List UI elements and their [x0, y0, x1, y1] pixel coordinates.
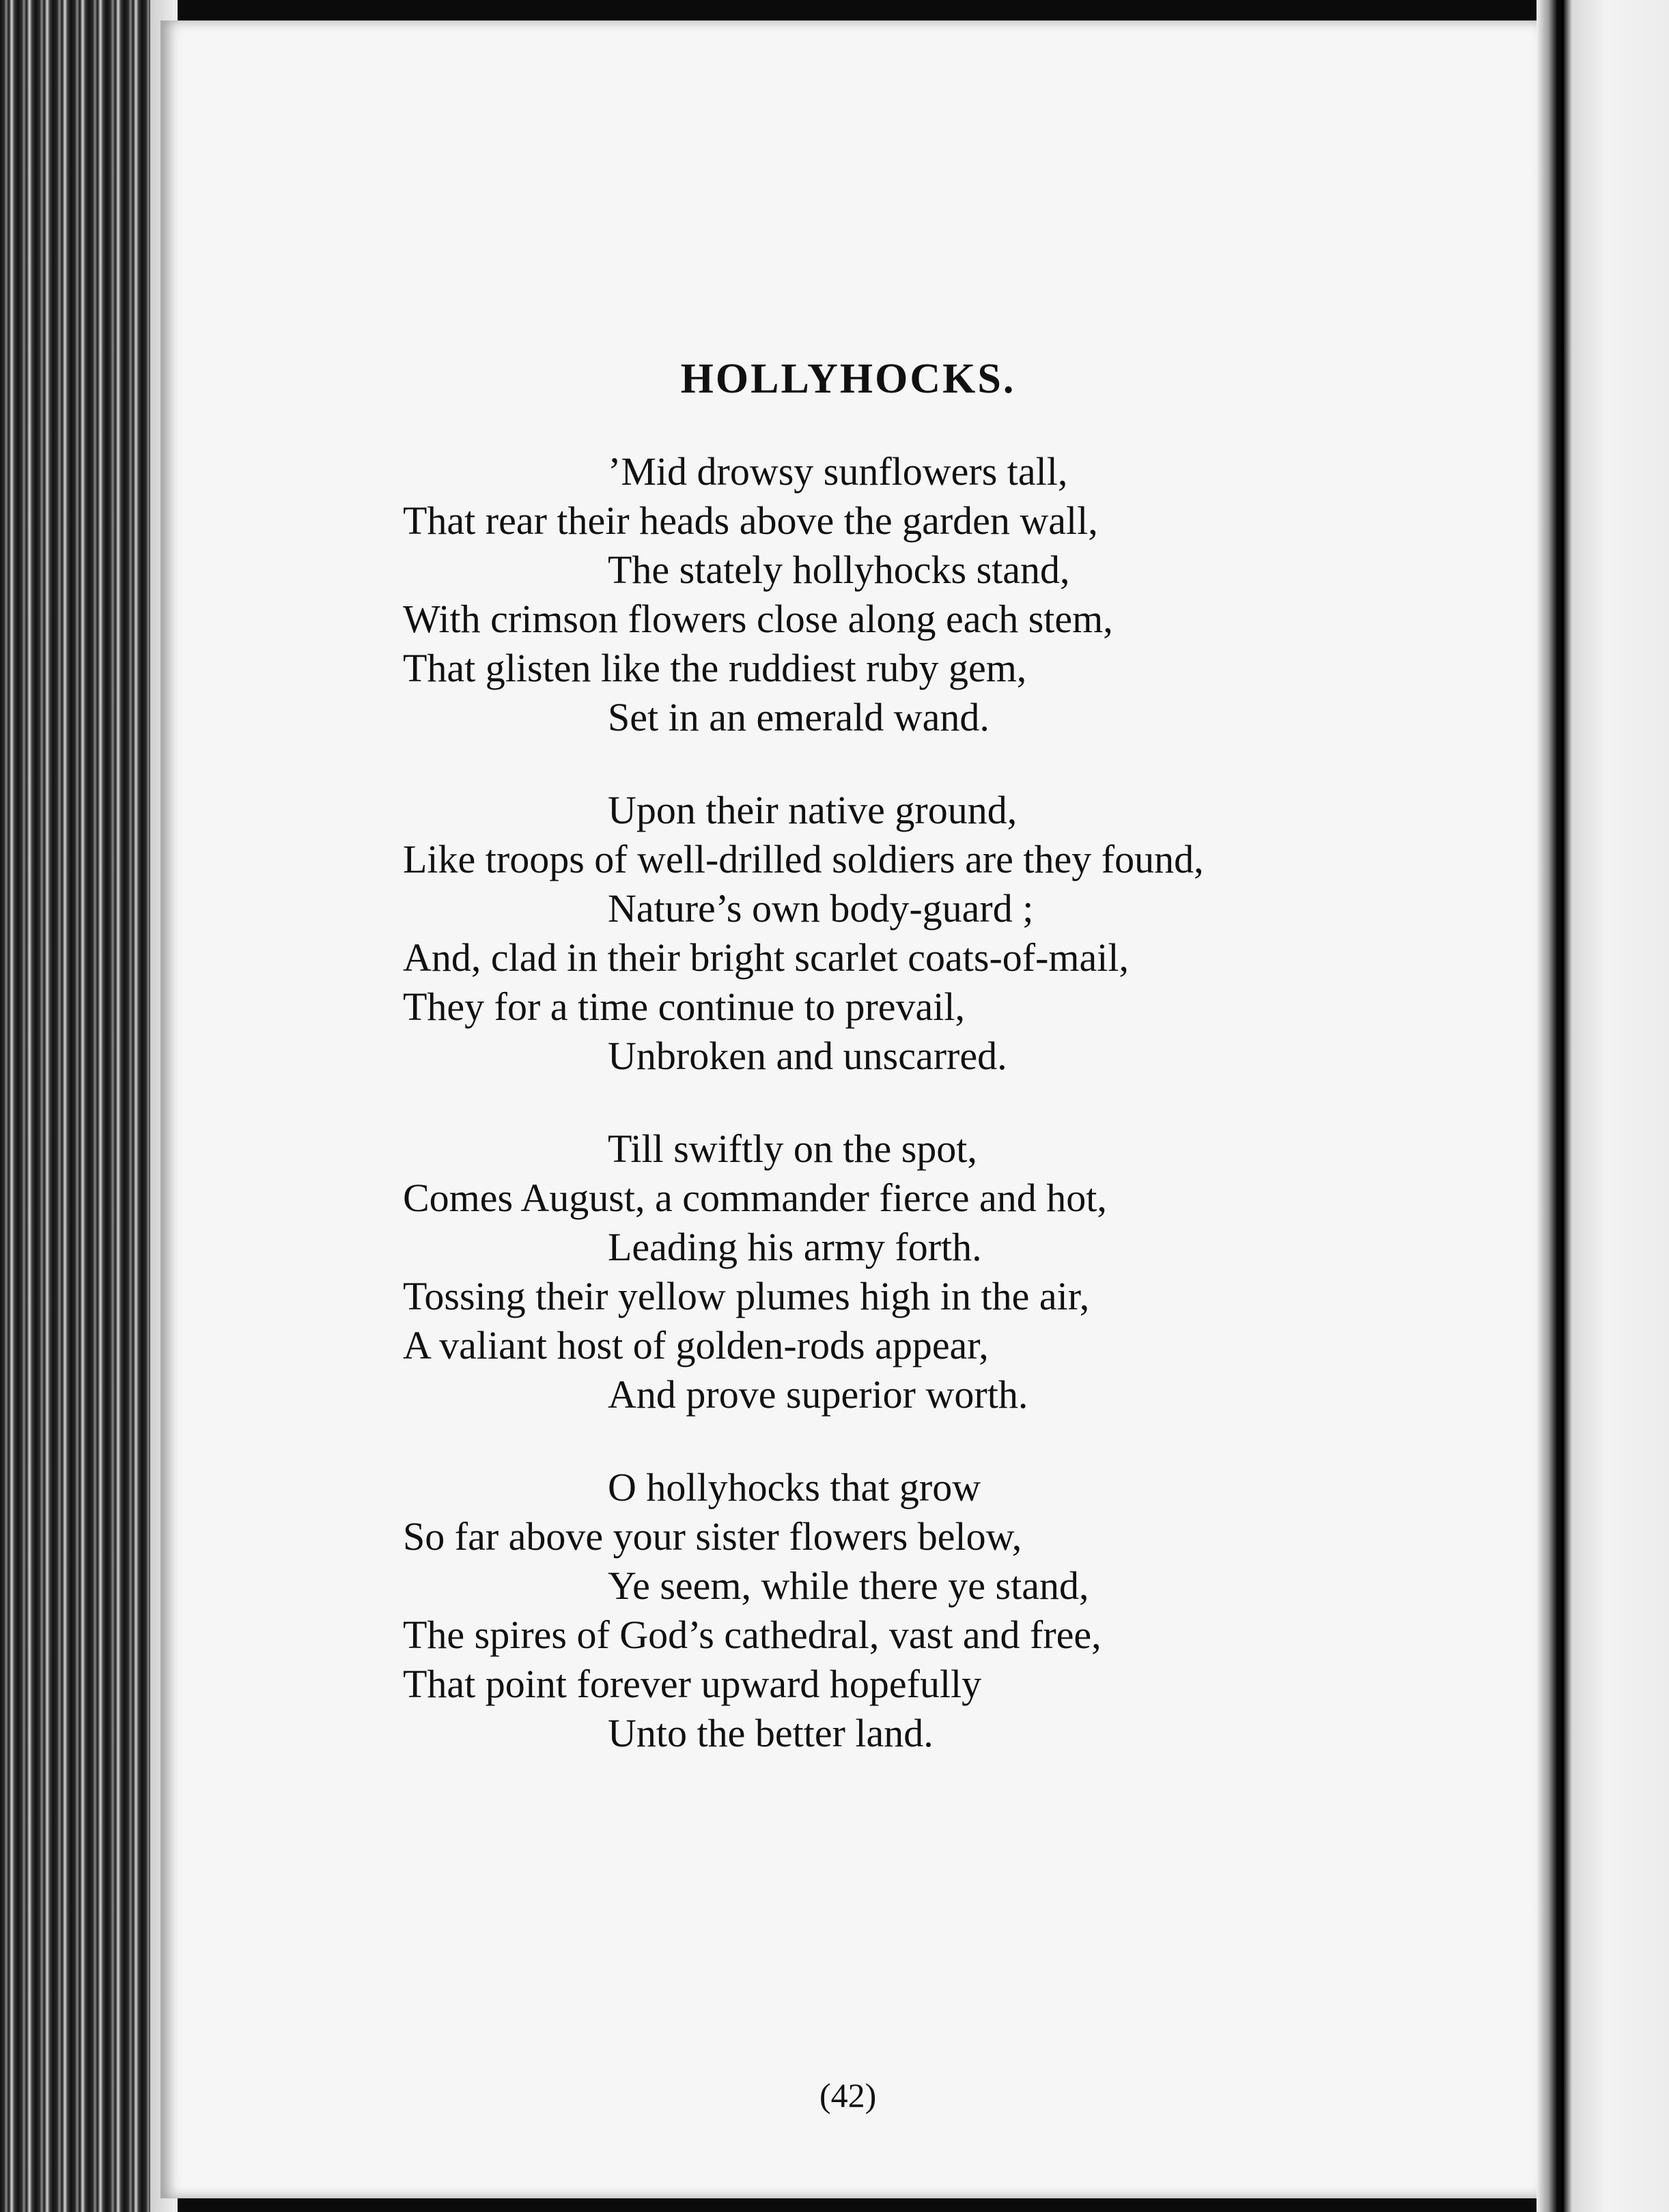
- poem-line: The stately hollyhocks stand,: [608, 548, 1070, 592]
- poem-line: They for a time continue to prevail,: [403, 984, 965, 1029]
- poem-line: ’Mid drowsy sunflowers tall,: [608, 449, 1068, 494]
- stanza: [403, 1463, 1359, 1758]
- poem-body: [403, 447, 1359, 1802]
- book-page-edges: [0, 0, 178, 2212]
- poem-line: Unbroken and unscarred.: [608, 1034, 1007, 1078]
- poem-line: A valiant host of golden-rods appear,: [403, 1323, 989, 1367]
- poem-line: And prove superior worth.: [608, 1372, 1028, 1417]
- poem-line: Unto the better land.: [608, 1711, 934, 1755]
- poem-line: That rear their heads above the garden wall,: [403, 498, 1098, 543]
- poem-line: Set in an emerald wand.: [608, 695, 990, 739]
- poem-line: Nature’s own body-guard ;: [608, 886, 1034, 931]
- poem-line: The spires of God’s cathedral, vast and free,: [403, 1613, 1102, 1657]
- poem-line: O hollyhocks that grow: [608, 1465, 981, 1509]
- poem-line: Upon their native ground,: [608, 788, 1018, 832]
- poem-line: Till swiftly on the spot,: [608, 1126, 977, 1171]
- poem-line: Tossing their yellow plumes high in the air,: [403, 1274, 1090, 1318]
- poem-line: That glisten like the ruddiest ruby gem,: [403, 646, 1027, 690]
- poem-line: Ye seem, while there ye stand,: [608, 1563, 1089, 1608]
- poem-line: So far above your sister flowers below,: [403, 1514, 1022, 1559]
- poem-line: With crimson flowers close along each stem,: [403, 597, 1113, 641]
- stanza: [403, 1124, 1359, 1419]
- poem-line: That point forever upward hopefully: [403, 1662, 982, 1706]
- poem-line: Like troops of well-drilled soldiers are they found,: [403, 837, 1204, 881]
- stanza: [403, 786, 1359, 1081]
- poem-line: Leading his army forth.: [608, 1225, 982, 1269]
- poem-line: And, clad in their bright scarlet coats-of-mail,: [403, 935, 1129, 980]
- poem-line: Comes August, a commander fierce and hot,: [403, 1176, 1107, 1220]
- page-number: (42): [819, 2076, 877, 2114]
- stanza: [403, 447, 1359, 742]
- facing-page-edge: [1564, 0, 1669, 2212]
- poem-title: HOLLYHOCKS.: [680, 356, 1016, 402]
- book-gutter: [1537, 0, 1564, 2212]
